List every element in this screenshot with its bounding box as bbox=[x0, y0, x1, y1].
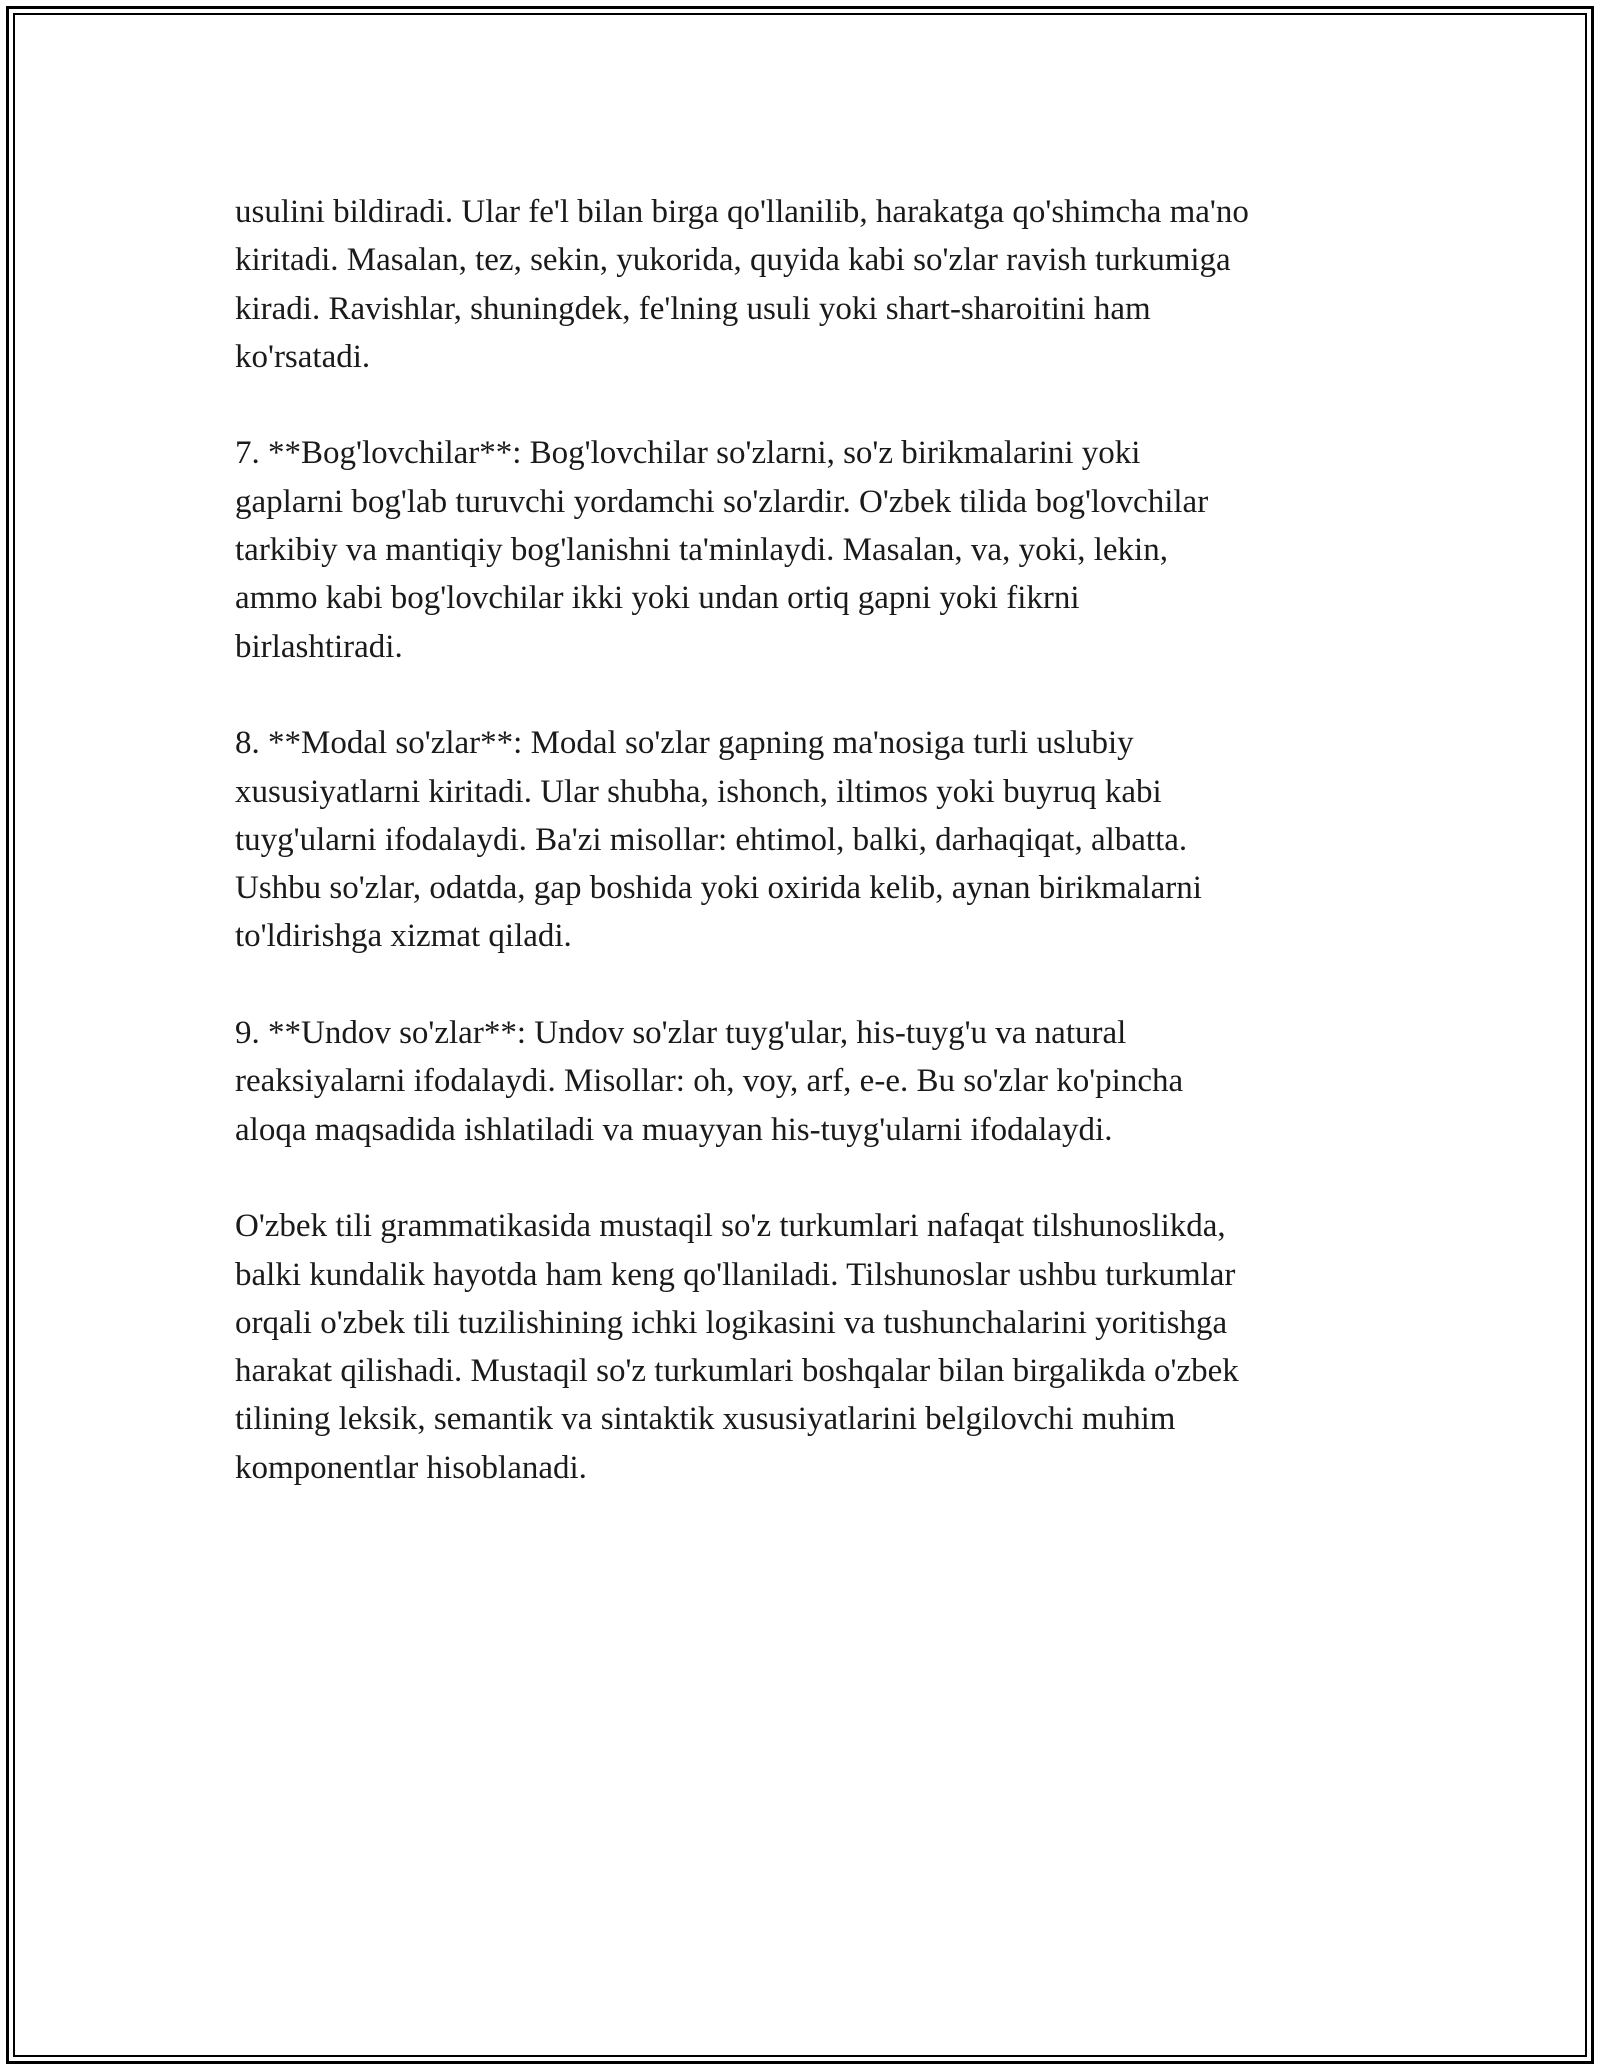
text-line: ko'rsatadi. bbox=[235, 338, 371, 375]
text-line: tarkibiy va mantiqiy bog'lanishni ta'minlaydi. Masalan, va, yoki, lekin, bbox=[235, 532, 1168, 569]
text-line: xususiyatlarni kiritadi. Ular shubha, ishonch, iltimos yoki buyruq kabi bbox=[235, 773, 1162, 810]
text-line: 9. **Undov so'zlar**: Undov so'zlar tuyg'ular, his-tuyg'u va natural bbox=[235, 1015, 1127, 1052]
text-line: orqali o'zbek tili tuzilishining ichki logikasini va tushunchalarini yoritishga bbox=[235, 1304, 1228, 1341]
text-line: komponentlar hisoblanadi. bbox=[235, 1449, 587, 1486]
paragraph-boglovchilar bbox=[235, 429, 1385, 670]
text-line: balki kundalik hayotda ham keng qo'llaniladi. Tilshunoslar ushbu turkumlar bbox=[235, 1256, 1236, 1293]
text-line: to'ldirishga xizmat qiladi. bbox=[235, 918, 572, 955]
document-body bbox=[235, 188, 1385, 1540]
text-line: 7. **Bog'lovchilar**: Bog'lovchilar so'zlarni, so'z birikmalarini yoki bbox=[235, 435, 1141, 472]
text-line: gaplarni bog'lab turuvchi yordamchi so'zlardir. O'zbek tilida bog'lovchilar bbox=[235, 483, 1209, 520]
text-line: O'zbek tili grammatikasida mustaqil so'z turkumlari nafaqat tilshunoslikda, bbox=[235, 1208, 1226, 1245]
text-line: kiradi. Ravishlar, shuningdek, fe'lning usuli yoki shart-sharoitini ham bbox=[235, 290, 1151, 327]
text-line: harakat qilishadi. Mustaqil so'z turkumlari boshqalar bilan birgalikda o'zbek bbox=[235, 1353, 1239, 1390]
text-line: usulini bildiradi. Ular fe'l bilan birga qo'llanilib, harakatga qo'shimcha ma'no bbox=[235, 194, 1249, 230]
text-line: tilining leksik, semantik va sintaktik xususiyatlarini belgilovchi muhim bbox=[235, 1401, 1176, 1438]
text-line: reaksiyalarni ifodalaydi. Misollar: oh, voy, arf, e-e. Bu so'zlar ko'pincha bbox=[235, 1063, 1184, 1100]
text-line: kiritadi. Masalan, tez, sekin, yukorida, quyida kabi so'zlar ravish turkumiga bbox=[235, 242, 1231, 279]
paragraph-modal-sozlar bbox=[235, 719, 1385, 960]
text-line: ammo kabi bog'lovchilar ikki yoki undan ortiq gapni yoki fikrni bbox=[235, 580, 1080, 617]
paragraph-conclusion bbox=[235, 1202, 1385, 1492]
text-line: tuyg'ularni ifodalaydi. Ba'zi misollar: ehtimol, balki, darhaqiqat, albatta. bbox=[235, 821, 1188, 858]
text-line: birlashtiradi. bbox=[235, 628, 403, 665]
paragraph-undov-sozlar bbox=[235, 1009, 1385, 1154]
text-line: Ushbu so'zlar, odatda, gap boshida yoki oxirida kelib, aynan birikmalarni bbox=[235, 870, 1202, 907]
paragraph-ravish-continuation bbox=[235, 188, 1385, 381]
text-line: 8. **Modal so'zlar**: Modal so'zlar gapning ma'nosiga turli uslubiy bbox=[235, 725, 1134, 762]
text-line: aloqa maqsadida ishlatiladi va muayyan his-tuyg'ularni ifodalaydi. bbox=[235, 1111, 1113, 1148]
